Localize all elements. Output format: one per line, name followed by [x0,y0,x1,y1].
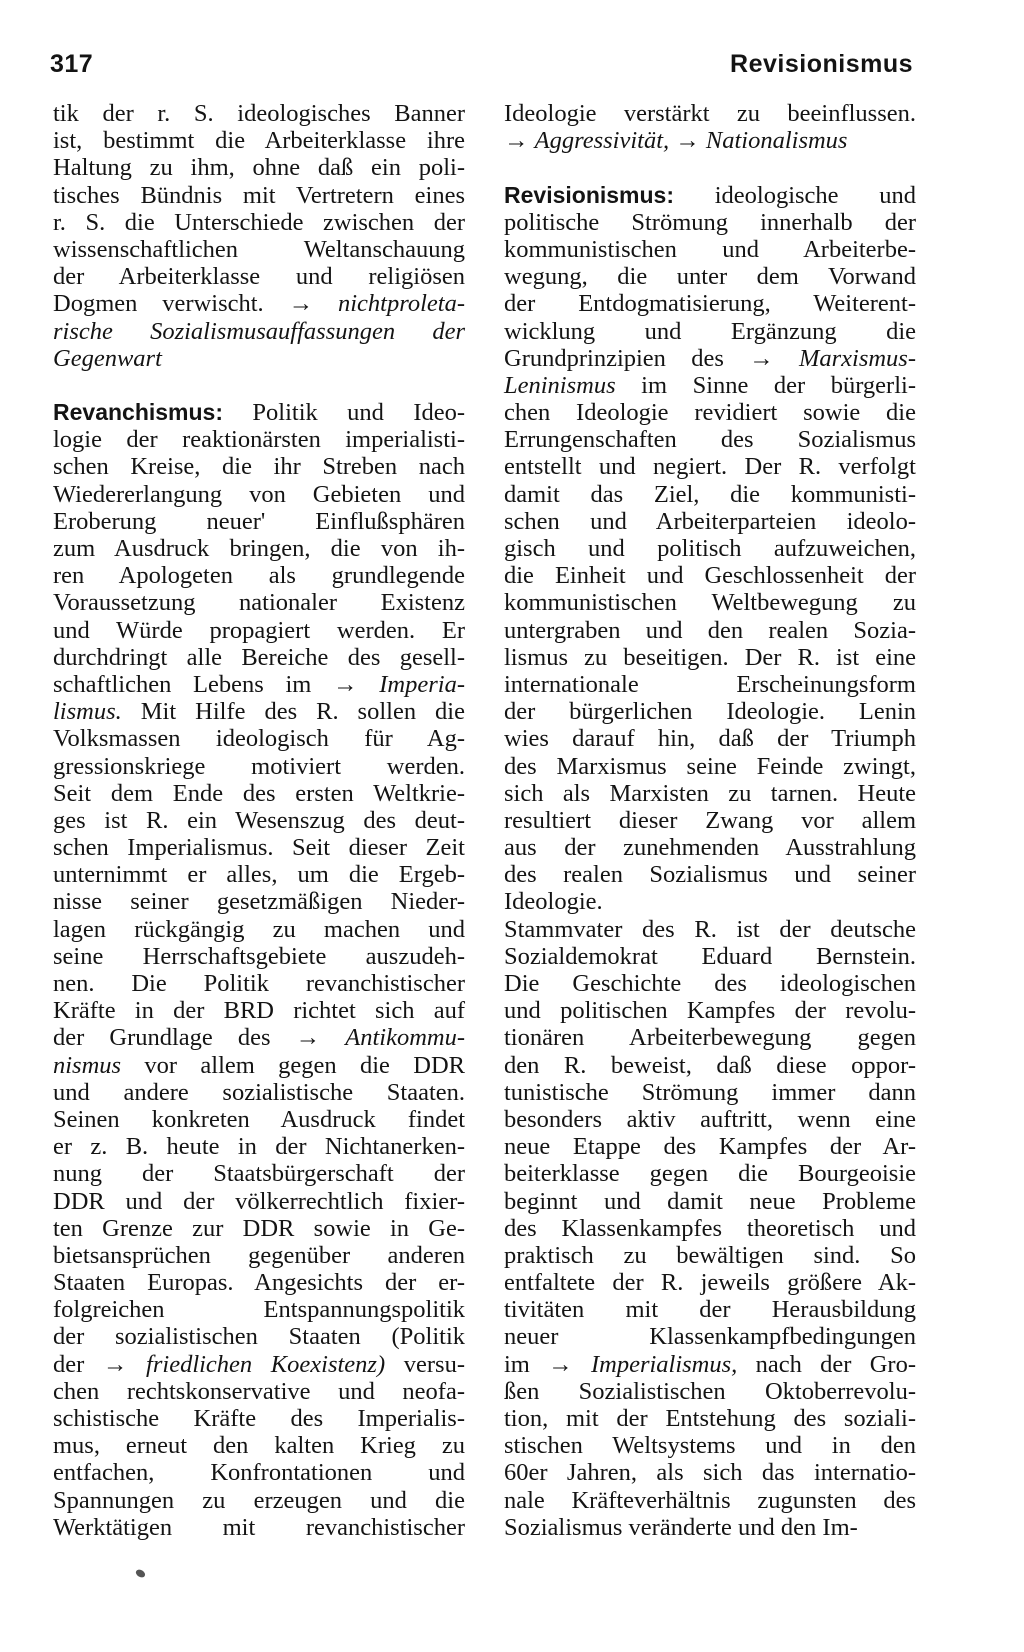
text-line: durchdringt alle Bereiche des gesell- [53,643,465,671]
text-run: → [504,127,535,155]
cross-reference: nichtproleta- [337,290,465,318]
text-line: besonders aktiv auftritt, wenn eine [504,1105,916,1133]
text-run: nach der Gro- [737,1350,916,1378]
text-run: schaftlichen Lebens im → [53,670,380,698]
entry-spacing [53,372,465,399]
text-line: tivitäten mit der Herausbildung [504,1296,916,1324]
ink-speck [135,1568,147,1579]
text-line [53,318,465,345]
text-line: seine Herrschaftsgebiete auszudeh- [53,942,465,970]
text-line: des Marxismus seine Feinde zwingt, [504,752,916,780]
text-line: den R. beweist, daß diese oppor- [504,1051,916,1079]
right-column [504,100,916,1541]
entry-term: Revisionismus: [504,181,674,208]
text-line [504,127,916,154]
text-line: tunistische Strömung immer dann [504,1078,916,1106]
text-line: praktisch zu bewältigen sind. So [504,1241,916,1269]
text-line: Seit dem Ende des ersten Weltkrie- [53,779,465,807]
text-line: sich als Marxisten zu tarnen. Heute [504,779,916,807]
text-line: neue Etappe des Kampfes der Ar- [504,1133,916,1161]
text-line: wies darauf hin, daß der Triumph [504,725,916,753]
text-line: DDR und der völkerrechtlich fixier- [53,1187,465,1215]
text-line: Ideologie verstärkt zu beeinflussen. [504,100,916,127]
cross-reference: Marxismus- [798,344,916,372]
text-line: politische Strömung innerhalb der [504,208,916,236]
text-line [504,345,916,372]
entry-term: Revanchismus: [53,399,224,426]
text-run: im → [504,1350,591,1378]
text-line: gisch und politisch aufzuweichen, [504,535,916,562]
text-line: nen. Die Politik revanchistischer [53,970,465,997]
text-line: Ideologie. [504,888,603,916]
text-line: untergraben und den realen Sozia- [504,616,916,644]
text-line: zum Ausdruck bringen, die von ih- [53,535,465,562]
text-line: ges ist R. ein Wesenszug des deut- [53,806,465,834]
cross-reference: rische Sozialismusauffassungen der [53,317,465,345]
text-line: beginnt und damit neue Probleme [504,1187,916,1215]
text-line: tisches Bündnis mit Vertretern eines [53,181,465,209]
text-line: lismus zu beseitigen. Der R. ist eine [504,643,916,671]
running-head-title: Revisionismus [730,50,913,78]
text-run: versu- [385,1350,465,1378]
text-line [53,345,465,372]
text-line: schistische Kräfte des Imperialis- [53,1405,465,1432]
text-line: bietsansprüchen gegenüber anderen [53,1241,465,1269]
left-column [53,100,465,1541]
text-line: entfachen, Konfrontationen und [53,1459,465,1487]
text-line: entfaltete der R. jeweils größere Ak- [504,1269,916,1297]
cross-reference: Leninismus [504,371,616,399]
text-line: nisse seiner gesetzmäßigen Nieder- [53,888,465,916]
text-line: folgreichen Entspannungspolitik [53,1296,465,1324]
text-line: Voraussetzung nationaler Existenz [53,589,465,617]
text-line: 60er Jahren, als sich das internatio- [504,1459,916,1487]
text-line: tik der r. S. ideologisches Banner [53,100,465,127]
text-line: tionären Arbeiterbewegung gegen [504,1024,916,1052]
cross-reference: nismus [53,1051,122,1079]
text-line: stischen Weltsystems und in den [504,1432,916,1460]
text-line: neuer Klassenkampfbedingungen [504,1323,916,1351]
text-line [53,1052,465,1079]
text-line: gressionskriege motiviert werden. [53,752,465,780]
text-line: schen und Arbeiterparteien ideolo- [504,507,916,535]
text-line: nung der Staatsbürgerschaft der [53,1160,465,1188]
text-line: wicklung und Ergänzung die [504,317,916,345]
text-line: Haltung zu ihm, ohne daß ein poli- [53,154,465,182]
text-line [53,698,465,725]
text-line: resultiert dieser Zwang vor allem [504,806,916,834]
text-line: und Würde propagiert werden. Er [53,616,465,644]
text-line: der sozialistischen Staaten (Politik [53,1323,465,1351]
text-line: Eroberung neuer' Einflußsphären [53,507,465,535]
text-line: des realen Sozialismus und seiner [504,861,916,889]
text-line: die Einheit und Geschlossenheit der [504,562,916,590]
text-line: aus der zunehmenden Ausstrahlung [504,834,916,862]
text-line: Errungenschaften des Sozialismus [504,426,916,454]
text-line: Spannungen zu erzeugen und die [53,1486,465,1514]
text-line: beiterklasse gegen die Bourgeoisie [504,1160,916,1188]
entry-first-line [504,182,916,209]
cross-reference: Aggressivität, → Nationalismus [534,127,848,155]
text-line: tion, mit der Entstehung des soziali- [504,1405,916,1432]
text-line: der bürgerlichen Ideologie. Lenin [504,698,916,726]
text-line: Wiedererlangung von Gebieten und [53,480,465,508]
cross-reference: Antikommu- [345,1024,465,1052]
entry-spacing [504,154,916,181]
text-line: mus, erneut den kalten Krieg zu [53,1432,465,1460]
text-line: r. S. die Unterschiede zwischen der [53,208,465,236]
text-line: wegung, die unter dem Vorwand [504,263,916,291]
text-line [53,1024,465,1051]
text-line [53,671,465,698]
entry-definition-start: ideologische und [714,181,917,209]
text-run: Grundprinzipien des → [504,344,799,372]
cross-reference: Gegenwart [53,344,162,372]
text-line: Staaten Europas. Angesichts der er- [53,1269,465,1297]
text-line: ren Apologeten als grundlegende [53,562,465,590]
text-line: lagen rückgängig zu machen und [53,915,465,943]
text-line: damit das Ziel, die kommunisti- [504,480,916,508]
text-line: entstellt und negiert. Der R. verfolgt [504,453,916,481]
text-run: im Sinne der bürgerli- [615,371,916,399]
text-line: Werktätigen mit revanchistischer [53,1513,465,1541]
text-line: und andere sozialistische Staaten. [53,1078,465,1106]
text-line: schen Kreise, die ihr Streben nach [53,453,465,481]
text-line: Kräfte in der BRD richtet sich auf [53,997,465,1025]
text-run: Mit Hilfe des R. sollen die [121,698,465,726]
text-line [53,290,465,317]
text-line: kommunistischen Weltbewegung zu [504,589,916,617]
text-line [53,1351,465,1378]
text-line: schen Imperialismus. Seit dieser Zeit [53,834,465,862]
text-run: vor allem gegen die DDR [121,1051,465,1079]
text-line: chen rechtskonservative und neofa- [53,1377,465,1405]
text-line: nale Kräfteverhältnis zugunsten des [504,1486,916,1514]
text-line: Sozialismus veränderte und den Im- [504,1513,858,1541]
text-line: der Entdogmatisierung, Weiterent- [504,290,916,318]
text-line: unternimmt er alles, um die Ergeb- [53,861,465,889]
text-line: internationale Erscheinungsform [504,670,916,698]
text-line: er z. B. heute in der Nichtanerken- [53,1133,465,1161]
text-line: des Klassenkampfes theoretisch und [504,1214,916,1242]
text-line: chen Ideologie revidiert sowie die [504,399,916,427]
text-line: der Arbeiterklasse und religiösen [53,263,465,291]
page-number: 317 [50,50,94,78]
text-line: Stammvater des R. ist der deutsche [504,915,916,943]
text-run: der → [53,1350,147,1378]
text-run: der Grundlage des → [53,1024,346,1052]
entry-definition-start: Politik und Ideo- [252,399,466,427]
text-line [504,372,916,399]
entry-first-line [53,399,465,426]
text-line: logie der reaktionärsten imperialisti- [53,426,465,454]
text-line [504,1351,916,1378]
text-line: und politischen Kampfes der revolu- [504,997,916,1025]
text-line: ßen Sozialistischen Oktoberrevolu- [504,1377,916,1405]
cross-reference: Imperia- [379,670,465,698]
text-line: kommunistischen und Arbeiterbe- [504,235,916,263]
text-line: Volksmassen ideologisch für Ag- [53,725,465,753]
text-run: Dogmen verwischt. → [53,290,338,318]
text-line: Die Geschichte des ideologischen [504,970,916,997]
cross-reference: friedlichen Koexistenz) [146,1350,386,1378]
text-line: Sozialdemokrat Eduard Bernstein. [504,942,916,970]
text-line: ten Grenze zur DDR sowie in Ge- [53,1214,465,1242]
text-line: Seinen konkreten Ausdruck findet [53,1105,465,1133]
text-line: ist, bestimmt die Arbeiterklasse ihre [53,127,465,155]
text-line: wissenschaftlichen Weltanschauung [53,235,465,263]
cross-reference: Imperialismus, [590,1350,738,1378]
cross-reference: lismus. [53,698,122,726]
